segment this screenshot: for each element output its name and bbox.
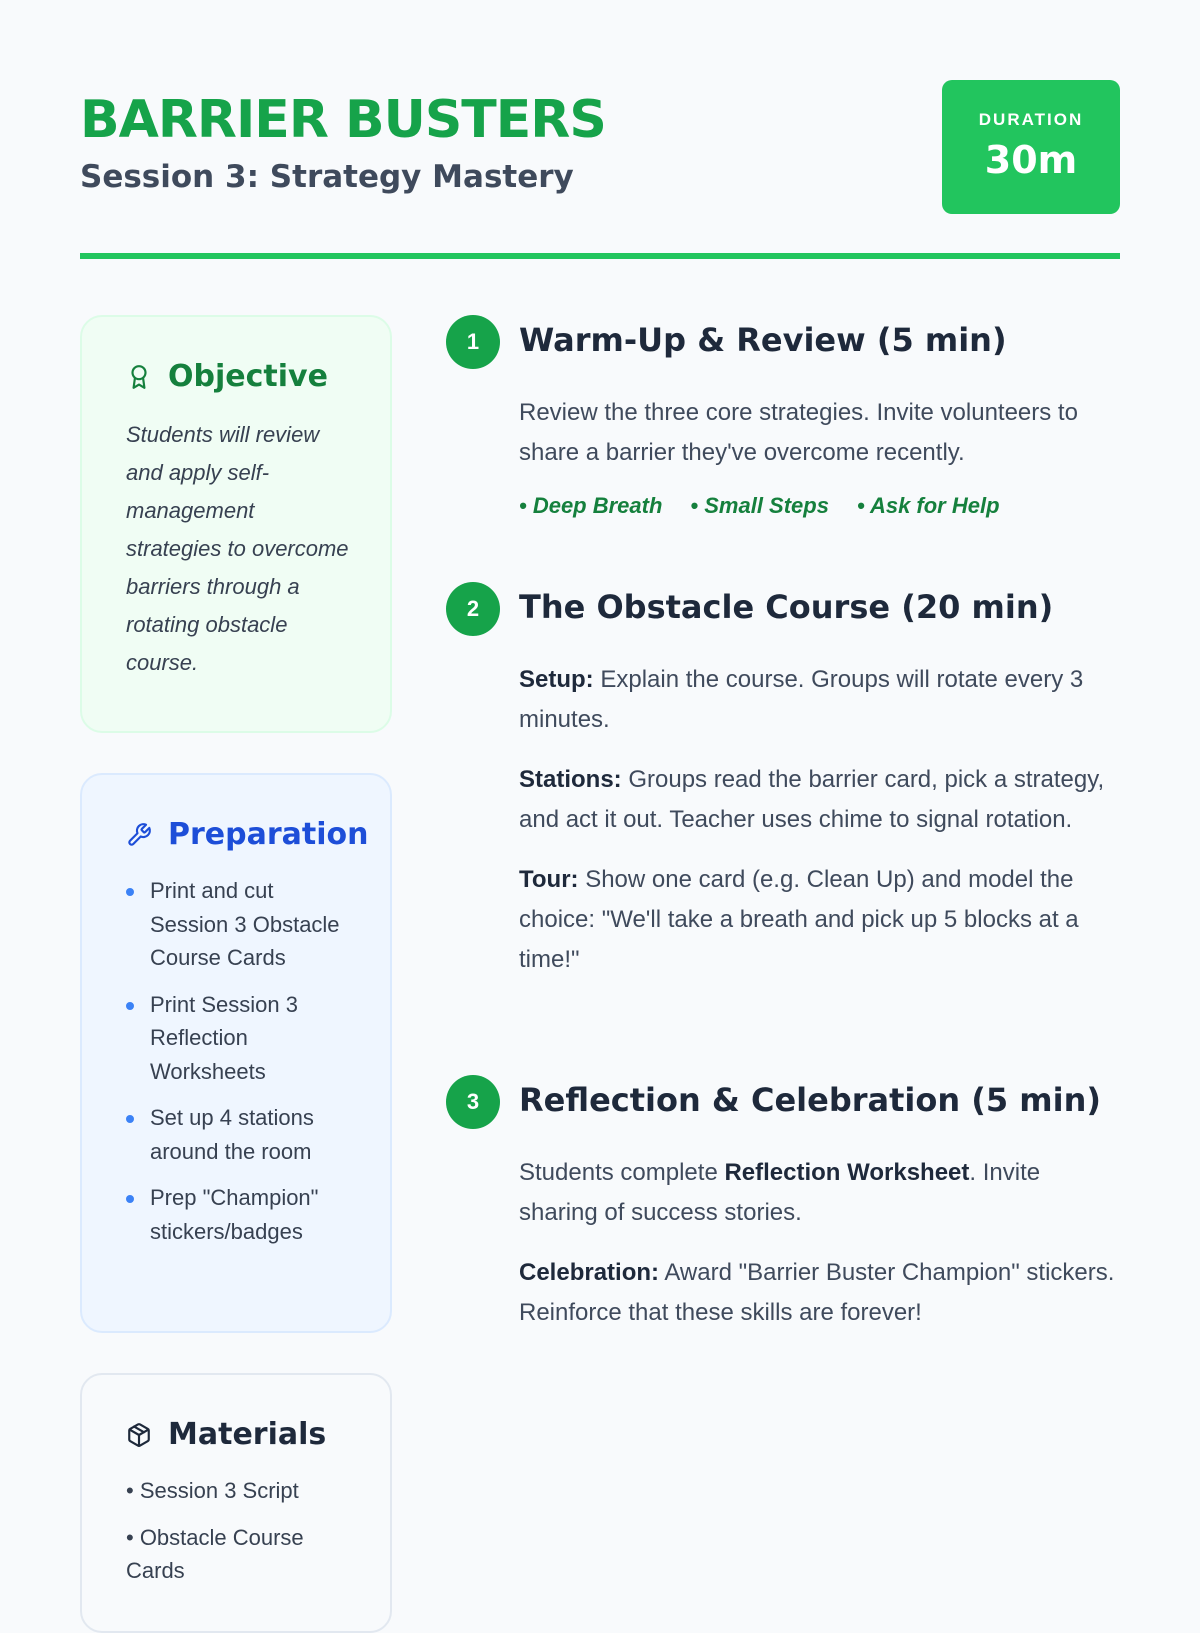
box-icon bbox=[126, 1422, 152, 1448]
paragraph-text: Show one card (e.g. Clean Up) and model the choice: "We'll take a breath and pick up 5 blocks at a time!" bbox=[519, 866, 1079, 973]
step-paragraph bbox=[519, 860, 1119, 980]
paragraph-text: Students complete bbox=[519, 1159, 725, 1186]
step-body bbox=[519, 393, 1119, 519]
step-title: Warm-Up & Review (5 min) bbox=[519, 321, 1007, 359]
objective-card bbox=[80, 315, 392, 733]
paragraph-label: Stations: bbox=[519, 766, 622, 793]
objective-text: Students will review and apply self-management strategies to overcome barriers through a rotating obstacle course. bbox=[126, 422, 349, 675]
list-item: • Session 3 Script bbox=[126, 1478, 299, 1503]
paragraph-label: Celebration: bbox=[519, 1259, 660, 1286]
list-item: • Obstacle Course Cards bbox=[126, 1525, 304, 1583]
wrench-icon bbox=[126, 822, 152, 848]
materials-header bbox=[126, 1417, 350, 1452]
step-title: Reflection & Celebration (5 min) bbox=[519, 1081, 1102, 1119]
paragraph-text: Award "Barrier Buster Champion" stickers. Reinforce that these skills are forever! bbox=[519, 1259, 1115, 1326]
page-title: BARRIER BUSTERS bbox=[80, 90, 606, 150]
materials-card bbox=[80, 1373, 392, 1633]
step-paragraph bbox=[519, 1253, 1119, 1333]
duration-badge bbox=[942, 80, 1120, 214]
objective-title: Objective bbox=[168, 359, 328, 394]
step-title: The Obstacle Course (20 min) bbox=[519, 588, 1054, 626]
step-paragraph bbox=[519, 660, 1119, 740]
paragraph-label: Setup: bbox=[519, 666, 594, 693]
list-item: Prep "Champion" stickers/badges bbox=[126, 1181, 350, 1248]
paragraph-text: Explain the course. Groups will rotate every 3 minutes. bbox=[519, 666, 1084, 733]
strategy-tags bbox=[519, 493, 1119, 519]
preparation-list bbox=[126, 874, 350, 1248]
duration-value: 30m bbox=[984, 138, 1078, 182]
page-subtitle: Session 3: Strategy Mastery bbox=[80, 159, 574, 195]
list-item: Set up 4 stations around the room bbox=[126, 1101, 350, 1168]
strategy-tag: • Ask for Help bbox=[856, 493, 1000, 518]
award-icon bbox=[126, 364, 152, 390]
worksheet-label: Reflection Worksheet bbox=[724, 1159, 970, 1186]
paragraph-text: . Invite sharing of success stories. bbox=[519, 1159, 1041, 1226]
preparation-card bbox=[80, 773, 392, 1333]
preparation-header bbox=[126, 817, 369, 852]
step-body bbox=[519, 660, 1119, 1000]
page-header bbox=[80, 80, 1120, 260]
step-body bbox=[519, 1153, 1119, 1353]
header-divider bbox=[80, 253, 1120, 259]
paragraph-text: Groups read the barrier card, pick a strategy, and act it out. Teacher uses chime to signal rotation. bbox=[519, 766, 1105, 833]
preparation-title: Preparation bbox=[168, 817, 369, 852]
step-paragraph bbox=[519, 1153, 1119, 1233]
materials-title: Materials bbox=[168, 1417, 327, 1452]
list-item: Print Session 3 Reflection Worksheets bbox=[126, 988, 350, 1089]
step-number-badge: 1 bbox=[446, 315, 500, 369]
objective-header bbox=[126, 359, 350, 394]
list-item: Print and cut Session 3 Obstacle Course Cards bbox=[126, 874, 350, 975]
step-text: Review the three core strategies. Invite volunteers to share a barrier they've overcome recently. bbox=[519, 399, 1078, 466]
strategy-tag: • Small Steps bbox=[690, 493, 829, 518]
step-paragraph bbox=[519, 760, 1119, 840]
strategy-tag: • Deep Breath bbox=[519, 493, 663, 518]
step-number-badge: 3 bbox=[446, 1075, 500, 1129]
duration-label: DURATION bbox=[978, 110, 1084, 129]
materials-list bbox=[126, 1474, 350, 1587]
paragraph-label: Tour: bbox=[519, 866, 579, 893]
step-number-badge: 2 bbox=[446, 582, 500, 636]
